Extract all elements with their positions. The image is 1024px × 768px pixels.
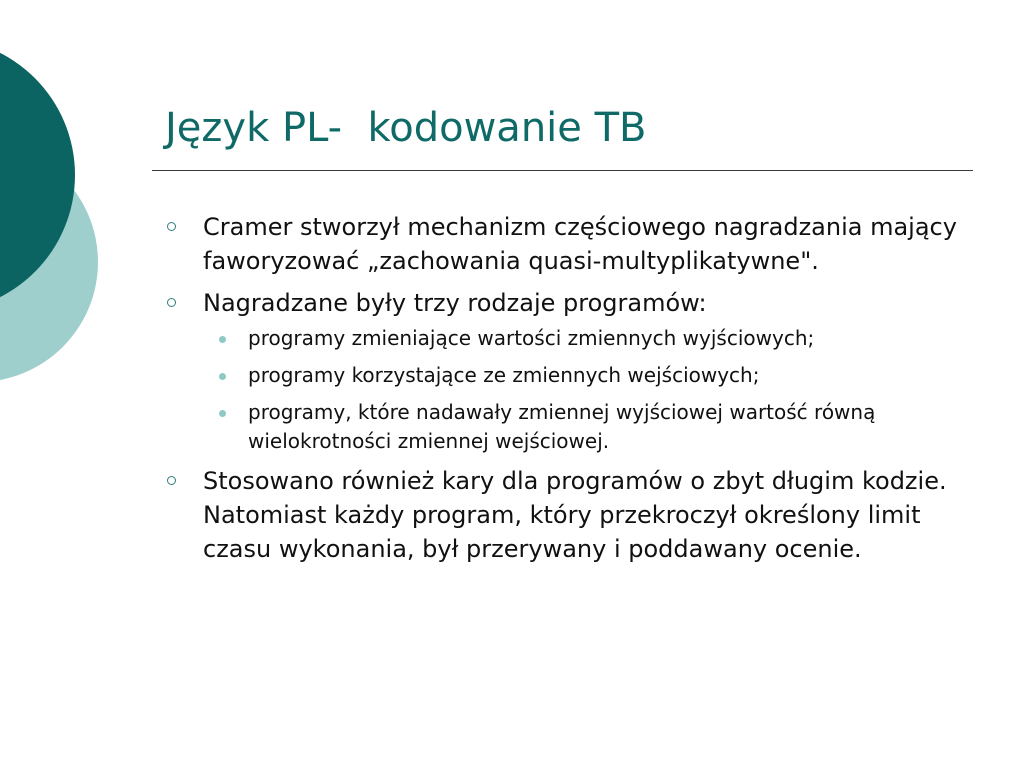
bullet-item-3 bbox=[160, 464, 960, 566]
sub-bullet-item-1 bbox=[160, 324, 960, 353]
hollow-circle-bullet-icon bbox=[167, 298, 176, 307]
bullet-text: Nagradzane były trzy rodzaje programów: bbox=[203, 289, 707, 317]
decorative-circles bbox=[0, 0, 110, 410]
dot-bullet-icon bbox=[219, 410, 226, 417]
dot-bullet-icon bbox=[219, 336, 226, 343]
bullet-text: Stosowano również kary dla programów o zbyt długim kodzie. Natomiast każdy program, który przekroczył określony limit czasu wykonania, był przerywany i poddawany ocenie. bbox=[203, 467, 947, 563]
sub-bullet-item-3 bbox=[160, 398, 960, 456]
bullet-item-1 bbox=[160, 210, 960, 278]
hollow-circle-bullet-icon bbox=[167, 222, 176, 231]
slide-title: Język PL- kodowanie TB bbox=[165, 105, 647, 151]
sub-bullet-text: programy korzystające ze zmiennych wejściowych; bbox=[248, 363, 760, 387]
bullet-item-2 bbox=[160, 286, 960, 320]
sub-bullet-text: programy zmieniające wartości zmiennych wyjściowych; bbox=[248, 326, 815, 350]
sub-bullet-item-2 bbox=[160, 361, 960, 390]
sub-bullet-list bbox=[160, 324, 960, 456]
sub-bullet-text: programy, które nadawały zmiennej wyjściowej wartość równą wielokrotności zmiennej wejściowej. bbox=[248, 400, 876, 453]
hollow-circle-bullet-icon bbox=[167, 476, 176, 485]
bullet-text: Cramer stworzył mechanizm częściowego nagradzania mający faworyzować „zachowania quasi-multyplikatywne". bbox=[203, 213, 957, 275]
dot-bullet-icon bbox=[219, 373, 226, 380]
title-divider bbox=[152, 170, 973, 171]
bullet-list bbox=[160, 210, 960, 574]
